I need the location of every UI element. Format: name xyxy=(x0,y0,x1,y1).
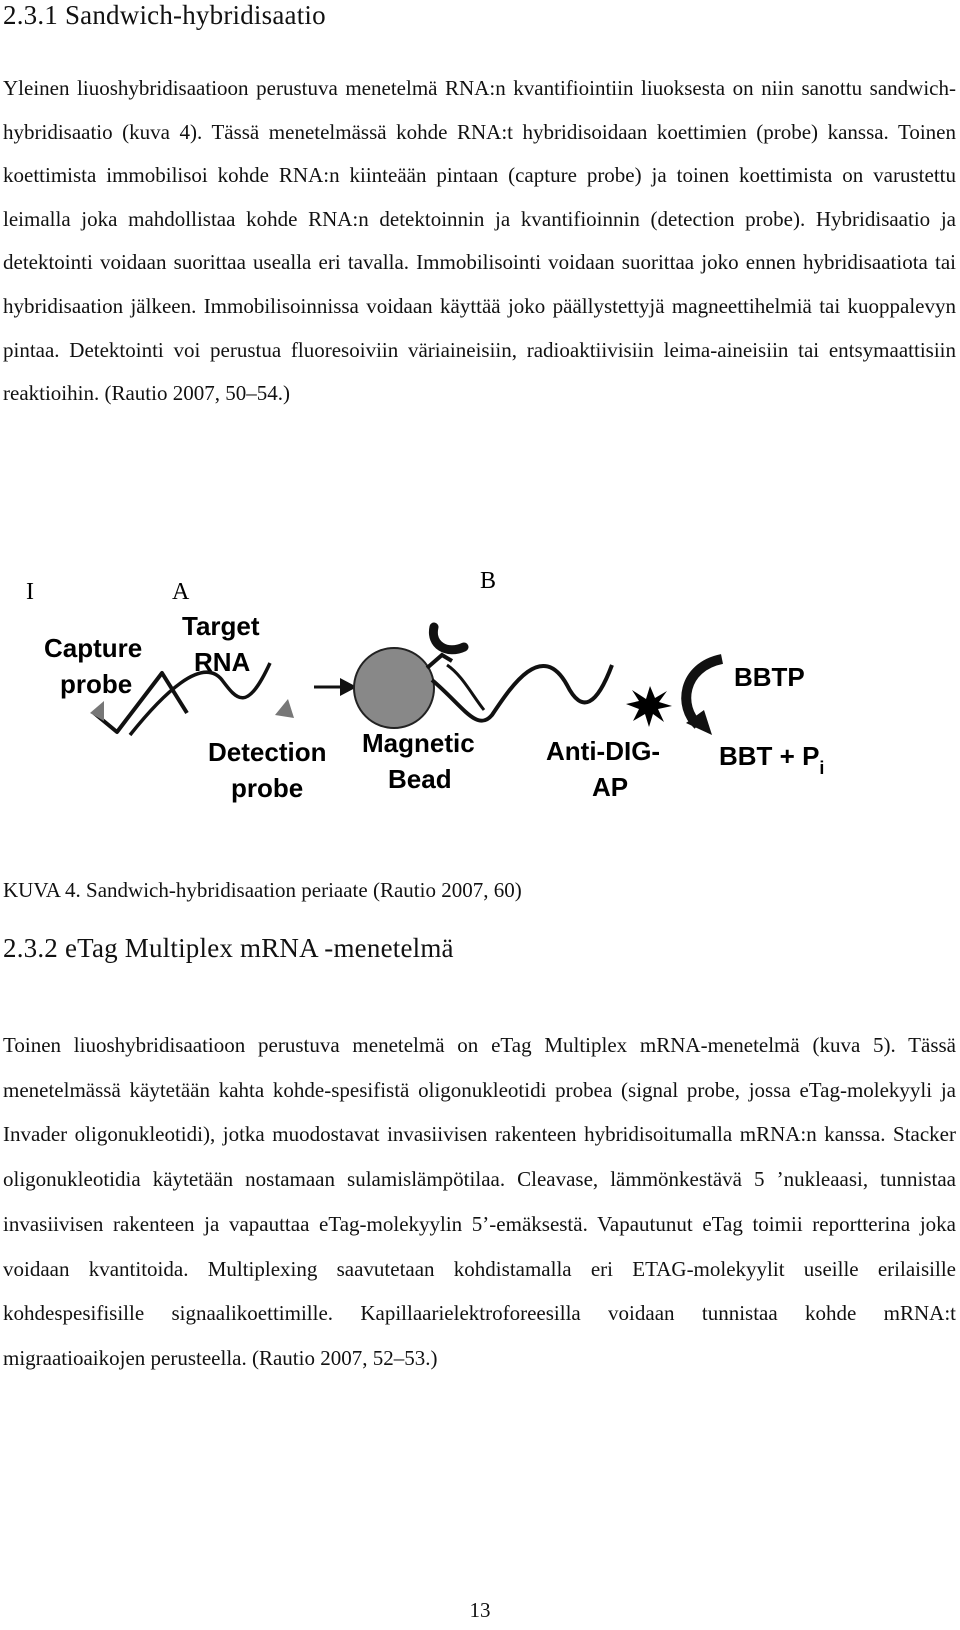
panel-label-i: I xyxy=(26,579,34,605)
panel-label-b: B xyxy=(480,568,497,594)
magnetic-bead-label-line1: Magnetic xyxy=(362,728,475,758)
detection-probe-label-line2: probe xyxy=(231,773,304,803)
capture-probe-label-line2: probe xyxy=(60,669,133,699)
paragraph-etag xyxy=(3,1023,956,1381)
bbtp-label: BBTP xyxy=(734,662,805,692)
magnetic-bead xyxy=(354,648,434,728)
page-number: 13 xyxy=(469,1598,491,1622)
figure-caption: KUVA 4. Sandwich-hybridisaation periaate (Rautio 2007, 60) xyxy=(3,878,522,902)
target-rna-label-line2: RNA xyxy=(194,647,251,677)
detection-probe-label-line1: Detection xyxy=(208,737,327,767)
anti-dig-ap-label-line2: AP xyxy=(592,772,629,802)
bead-bound-strand xyxy=(432,665,612,721)
bbt-pi-main-text: BBT + P xyxy=(719,741,820,771)
section-heading-etag: 2.3.2 eTag Multiplex mRNA -menetelmä xyxy=(3,933,454,963)
bbt-pi-label xyxy=(719,741,824,778)
section-heading-sandwich: 2.3.1 Sandwich-hybridisaatio xyxy=(3,0,326,30)
bead-bound-probe xyxy=(447,665,484,710)
anti-dig-ap-label-line1: Anti-DIG- xyxy=(546,736,661,766)
magnetic-bead-label-line2: Bead xyxy=(388,764,452,794)
figure-sandwich-hybridisation xyxy=(22,568,882,855)
capture-probe-label-line1: Capture xyxy=(44,633,143,663)
paragraph-etag-text: Toinen liuoshybridisaatioon perustuva menetelmä on eTag Multiplex mRNA-menetelmä (kuva 5). Tässä menetelmässä käytetään kahta kohde-spesifistä oligonukleotidi probea (signal probe, jossa eTag-molekyyli ja Invader oligonukleotidi), jotka muodostavat invasiivisen rakenteen hybridisoitumalla mRNA:n kanssa. Stacker oligonukleotidia käytetään nostamaan sulamislämpötilaa. Cleavase, lämmönkestävä 5 ’nukleaasi, tunnistaa invasiivisen rakenteen ja vapauttaa eTag-molekyylin 5’-emäksestä. Vapautunut eTag toimii reportterina joka voidaan kvantitoida. Multiplexing saavutetaan kohdistamalla eri ETAG-molekyylit useille erilaisille kohdespesifisille signaalikoettimille. Kapillaarielektroforeesilla voidaan tunnistaa kohde mRNA:t migraatioaikojen perusteella. (Rautio 2007, 52–53.) xyxy=(3,1033,956,1370)
detection-probe-tag xyxy=(275,699,294,718)
anti-dig-ap-burst-icon xyxy=(626,686,672,727)
paragraph-sandwich-text: Yleinen liuoshybridisaatioon perustuva menetelmä RNA:n kvantifiointiin liuoksesta on niin sanottu sandwich-hybridisaatio (kuva 4). Tässä menetelmässä kohde RNA:t hybridisoidaan koettimien (probe) kanssa. Toinen koettimista immobilisoi kohde RNA:n kiinteään pintaan (capture probe) ja toinen koettimista on varustettu leimalla joka mahdollistaa kohde RNA:n detektoinnin ja kvantifioinnin (detection probe). Hybridisaatio ja detektointi voidaan suorittaa usealla eri tavalla. Immobilisointi voidaan suorittaa joko ennen hybridisaatiota tai hybridisaation jälkeen. Immobilisoinnissa voidaan käyttää joko päällystettyjä magneettihelmiä tai kuoppalevyn pintaa. Detektointi voi perustua fluoresoiviin väriaineisiin, radioaktiivisiin leima-aineisiin tai entsymaattisiin reaktioihin. (Rautio 2007, 50–54.) xyxy=(3,76,956,406)
paragraph-sandwich xyxy=(3,67,956,416)
panel-label-a: A xyxy=(172,579,190,605)
figure-diagram xyxy=(22,568,882,855)
target-rna-label-line1: Target xyxy=(182,611,260,641)
bbt-pi-subscript: i xyxy=(819,758,825,778)
streptavidin-cup-icon xyxy=(433,627,464,650)
